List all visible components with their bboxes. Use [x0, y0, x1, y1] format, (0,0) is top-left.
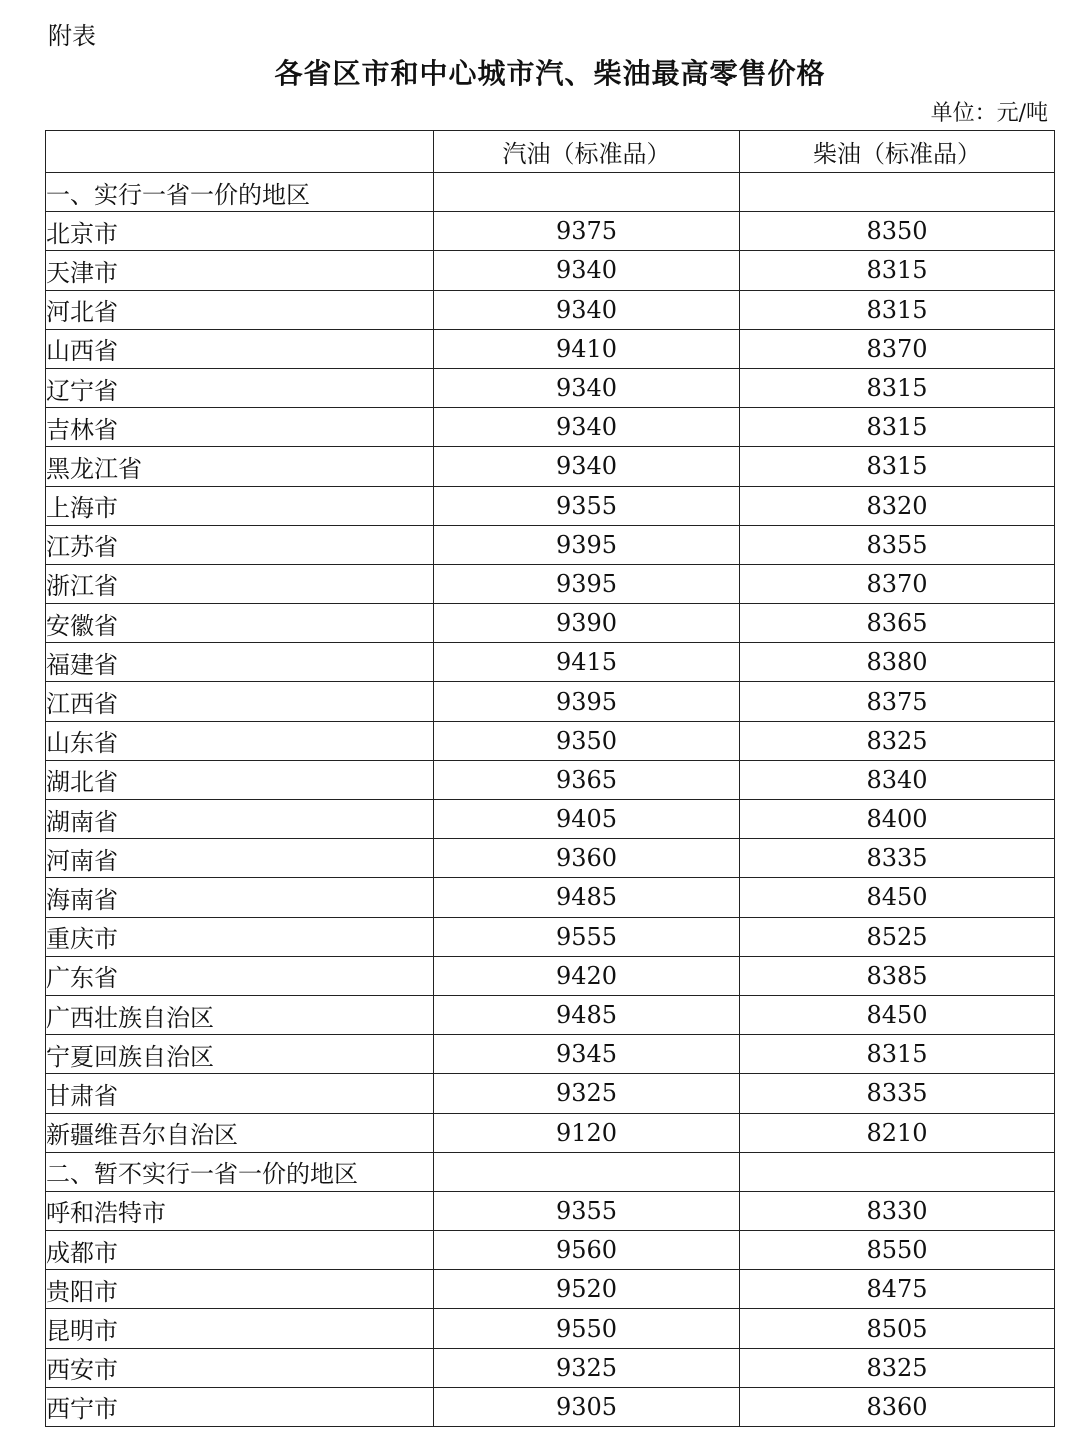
region-name: 北京市 [46, 212, 434, 251]
region-name: 辽宁省 [46, 368, 434, 407]
diesel-price: 8325 [740, 721, 1055, 760]
table-row [46, 525, 1055, 564]
gasoline-price: 9305 [434, 1387, 740, 1426]
region-name: 山西省 [46, 329, 434, 368]
table-row [46, 1309, 1055, 1348]
diesel-price: 8475 [740, 1270, 1055, 1309]
diesel-price: 8320 [740, 486, 1055, 525]
section-empty-cell [740, 173, 1055, 212]
region-name: 西安市 [46, 1348, 434, 1387]
region-name: 江苏省 [46, 525, 434, 564]
region-name: 福建省 [46, 643, 434, 682]
section-row [46, 173, 1055, 212]
diesel-price: 8360 [740, 1387, 1055, 1426]
diesel-price: 8330 [740, 1191, 1055, 1230]
diesel-price: 8505 [740, 1309, 1055, 1348]
table-row [46, 878, 1055, 917]
region-name: 新疆维吾尔自治区 [46, 1113, 434, 1152]
header-diesel: 柴油（标准品） [740, 131, 1055, 173]
gasoline-price: 9365 [434, 760, 740, 799]
section-row [46, 1152, 1055, 1191]
table-row [46, 564, 1055, 603]
section-title: 一、实行一省一价的地区 [46, 173, 434, 212]
diesel-price: 8450 [740, 878, 1055, 917]
gasoline-price: 9340 [434, 447, 740, 486]
diesel-price: 8325 [740, 1348, 1055, 1387]
region-name: 吉林省 [46, 408, 434, 447]
section-empty-cell [434, 1152, 740, 1191]
gasoline-price: 9405 [434, 800, 740, 839]
gasoline-price: 9340 [434, 251, 740, 290]
table-row [46, 251, 1055, 290]
region-name: 黑龙江省 [46, 447, 434, 486]
region-name: 海南省 [46, 878, 434, 917]
region-name: 天津市 [46, 251, 434, 290]
header-region [46, 131, 434, 173]
table-row [46, 800, 1055, 839]
table-row [46, 956, 1055, 995]
table-row [46, 917, 1055, 956]
appendix-label: 附表 [48, 22, 96, 50]
table-row [46, 839, 1055, 878]
table-row [46, 1113, 1055, 1152]
region-name: 山东省 [46, 721, 434, 760]
table-row [46, 212, 1055, 251]
table-row [46, 1270, 1055, 1309]
region-name: 重庆市 [46, 917, 434, 956]
diesel-price: 8400 [740, 800, 1055, 839]
header-gasoline: 汽油（标准品） [434, 131, 740, 173]
gasoline-price: 9395 [434, 682, 740, 721]
region-name: 宁夏回族自治区 [46, 1035, 434, 1074]
gasoline-price: 9415 [434, 643, 740, 682]
gasoline-price: 9120 [434, 1113, 740, 1152]
gasoline-price: 9325 [434, 1074, 740, 1113]
diesel-price: 8210 [740, 1113, 1055, 1152]
table-header-row [46, 131, 1055, 173]
diesel-price: 8525 [740, 917, 1055, 956]
gasoline-price: 9340 [434, 408, 740, 447]
gasoline-price: 9395 [434, 525, 740, 564]
gasoline-price: 9485 [434, 878, 740, 917]
table-row [46, 995, 1055, 1034]
region-name: 河南省 [46, 839, 434, 878]
region-name: 湖南省 [46, 800, 434, 839]
gasoline-price: 9340 [434, 290, 740, 329]
gasoline-price: 9520 [434, 1270, 740, 1309]
gasoline-price: 9375 [434, 212, 740, 251]
region-name: 西宁市 [46, 1387, 434, 1426]
diesel-price: 8315 [740, 447, 1055, 486]
table-row [46, 1074, 1055, 1113]
table-row [46, 1387, 1055, 1426]
section-empty-cell [434, 173, 740, 212]
table-row [46, 1348, 1055, 1387]
region-name: 湖北省 [46, 760, 434, 799]
gasoline-price: 9410 [434, 329, 740, 368]
region-name: 上海市 [46, 486, 434, 525]
table-row [46, 447, 1055, 486]
diesel-price: 8375 [740, 682, 1055, 721]
section-empty-cell [740, 1152, 1055, 1191]
region-name: 广西壮族自治区 [46, 995, 434, 1034]
region-name: 浙江省 [46, 564, 434, 603]
region-name: 甘肃省 [46, 1074, 434, 1113]
table-row [46, 760, 1055, 799]
gasoline-price: 9355 [434, 1191, 740, 1230]
region-name: 呼和浩特市 [46, 1191, 434, 1230]
diesel-price: 8370 [740, 329, 1055, 368]
table-row [46, 329, 1055, 368]
region-name: 江西省 [46, 682, 434, 721]
diesel-price: 8380 [740, 643, 1055, 682]
diesel-price: 8335 [740, 1074, 1055, 1113]
gasoline-price: 9355 [434, 486, 740, 525]
diesel-price: 8335 [740, 839, 1055, 878]
gasoline-price: 9555 [434, 917, 740, 956]
region-name: 河北省 [46, 290, 434, 329]
diesel-price: 8340 [740, 760, 1055, 799]
table-body [46, 173, 1055, 1427]
section-title: 二、暂不实行一省一价的地区 [46, 1152, 434, 1191]
gasoline-price: 9350 [434, 721, 740, 760]
diesel-price: 8385 [740, 956, 1055, 995]
table-row [46, 1191, 1055, 1230]
gasoline-price: 9345 [434, 1035, 740, 1074]
gasoline-price: 9395 [434, 564, 740, 603]
table-row [46, 682, 1055, 721]
table-row [46, 721, 1055, 760]
table-row [46, 368, 1055, 407]
diesel-price: 8315 [740, 1035, 1055, 1074]
table-row [46, 486, 1055, 525]
diesel-price: 8315 [740, 368, 1055, 407]
gasoline-price: 9560 [434, 1231, 740, 1270]
gasoline-price: 9360 [434, 839, 740, 878]
diesel-price: 8370 [740, 564, 1055, 603]
gasoline-price: 9550 [434, 1309, 740, 1348]
table-row [46, 290, 1055, 329]
diesel-price: 8315 [740, 408, 1055, 447]
diesel-price: 8355 [740, 525, 1055, 564]
diesel-price: 8550 [740, 1231, 1055, 1270]
table-row [46, 408, 1055, 447]
diesel-price: 8315 [740, 290, 1055, 329]
gasoline-price: 9325 [434, 1348, 740, 1387]
unit-note: 单位：元/吨 [930, 101, 1048, 126]
table-row [46, 1231, 1055, 1270]
region-name: 成都市 [46, 1231, 434, 1270]
diesel-price: 8315 [740, 251, 1055, 290]
page-title: 各省区市和中心城市汽、柴油最高零售价格 [274, 57, 826, 90]
table-row [46, 1035, 1055, 1074]
region-name: 贵阳市 [46, 1270, 434, 1309]
gasoline-price: 9340 [434, 368, 740, 407]
gasoline-price: 9420 [434, 956, 740, 995]
diesel-price: 8450 [740, 995, 1055, 1034]
region-name: 昆明市 [46, 1309, 434, 1348]
region-name: 广东省 [46, 956, 434, 995]
table-row [46, 643, 1055, 682]
gasoline-price: 9485 [434, 995, 740, 1034]
gasoline-price: 9390 [434, 604, 740, 643]
diesel-price: 8365 [740, 604, 1055, 643]
diesel-price: 8350 [740, 212, 1055, 251]
region-name: 安徽省 [46, 604, 434, 643]
table-row [46, 604, 1055, 643]
price-table [45, 130, 1055, 1427]
